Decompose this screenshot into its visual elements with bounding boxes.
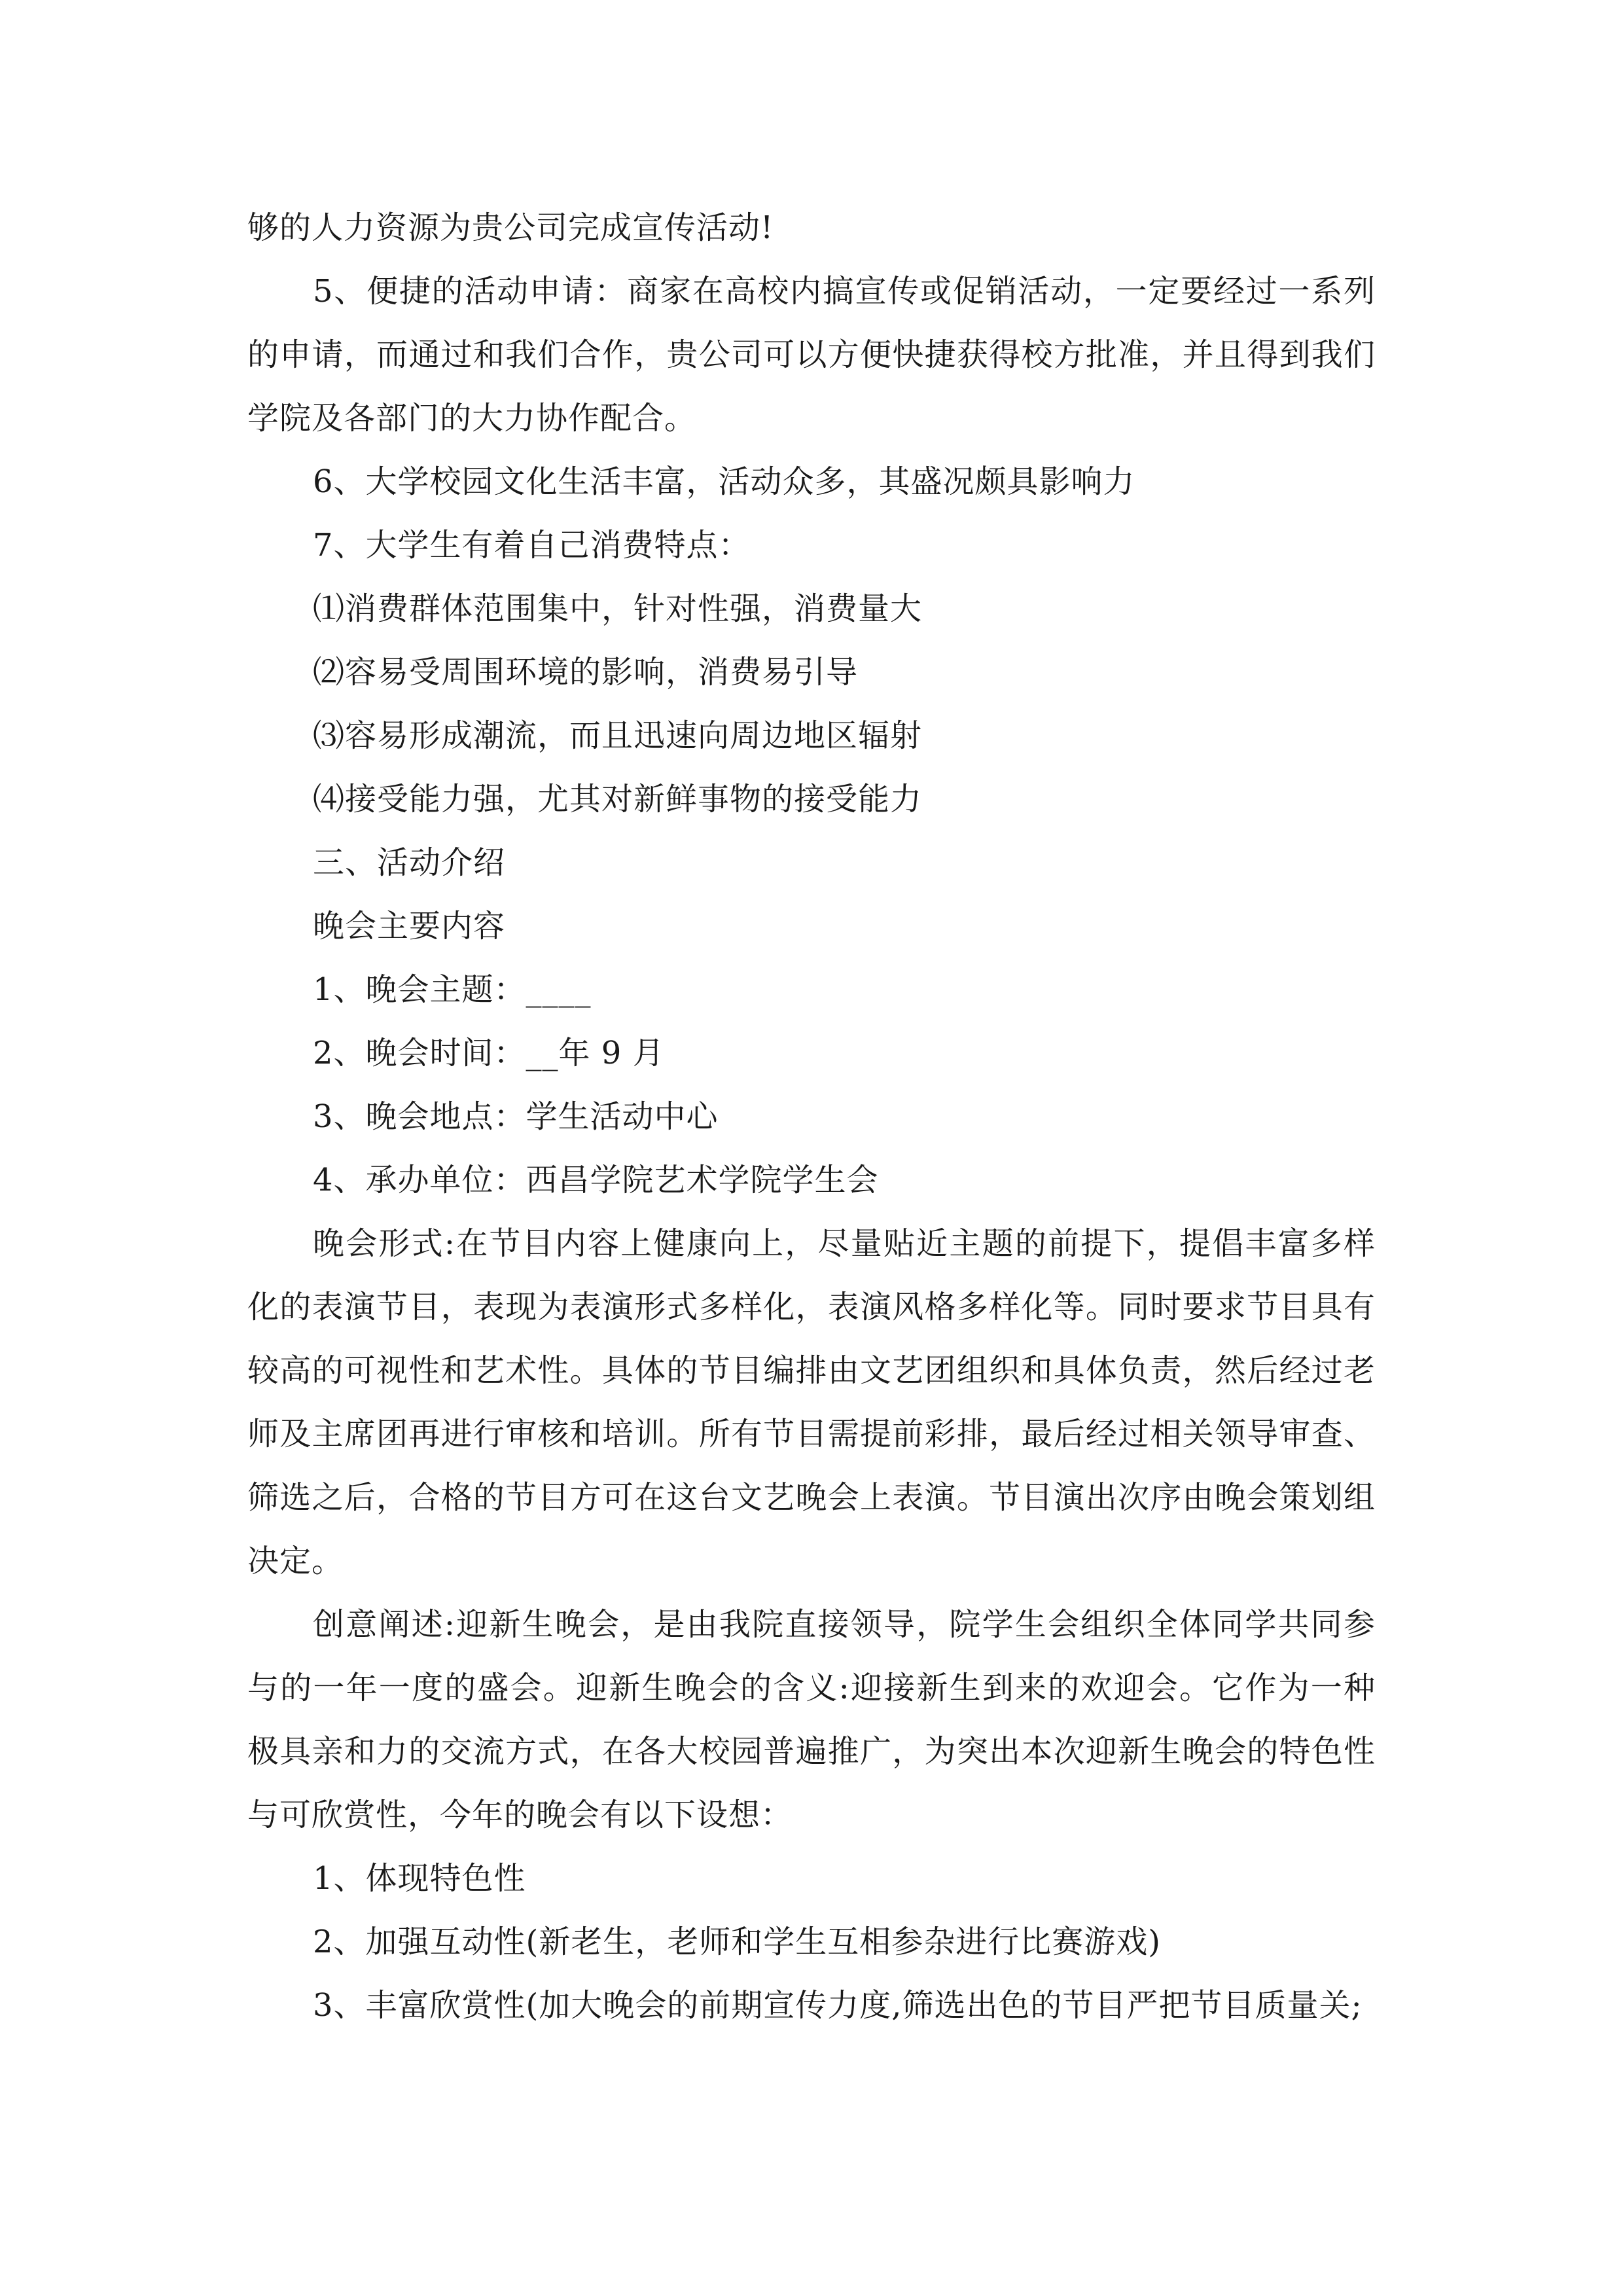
paragraph-1: 够的人力资源为贵公司完成宣传活动! [247,209,774,246]
paragraph-11: 1、晚会主题：____ [313,971,592,1008]
paragraph-13: 3、晚会地点：学生活动中心 [313,1098,719,1135]
paragraph-7: ⑶容易形成潮流，而且迅速向周边地区辐射 [313,717,923,754]
paragraph-17: 1、体现特色性 [313,1860,526,1897]
document-body [247,196,1376,2037]
paragraph-16: 创意阐述:迎新生晚会，是由我院直接领导，院学生会组织全体同学共同参与的一年一度的盛会。迎新生晚会的含义:迎接新生到来的欢迎会。它作为一种极具亲和力的交流方式，在各大校园普遍推广，为突出本次迎新生晚会的特色性与可欣赏性，今年的晚会有以下设想： [247,1606,1376,1833]
paragraph-19: 3、丰富欣赏性(加大晚会的前期宣传力度,筛选出色的节目严把节目质量关; [313,1987,1363,2024]
paragraph-12: 2、晚会时间：__年 9 月 [313,1035,665,1071]
paragraph-5: ⑴消费群体范围集中，针对性强，消费量大 [313,590,923,627]
subsection-heading: 晚会主要内容 [313,908,506,944]
paragraph-6: ⑵容易受周围环境的影响，消费易引导 [313,654,859,691]
paragraph-8: ⑷接受能力强，尤其对新鲜事物的接受能力 [313,781,923,817]
paragraph-15: 晚会形式:在节目内容上健康向上，尽量贴近主题的前提下，提倡丰富多样化的表演节目，表现为表演形式多样化，表演风格多样化等。同时要求节目具有较高的可视性和艺术性。具体的节目编排由文艺团组织和具体负责，然后经过老师及主席团再进行审核和培训。所有节目需提前彩排，最后经过相关领导审查、筛选之后，合格的节目方可在这台文艺晚会上表演。节目演出次序由晚会策划组决定。 [247,1225,1376,1579]
paragraph-2: 5、便捷的活动申请：商家在高校内搞宣传或促销活动，一定要经过一系列的申请，而通过和我们合作，贵公司可以方便快捷获得校方批准，并且得到我们学院及各部门的大力协作配合。 [247,273,1376,437]
paragraph-18: 2、加强互动性(新老生，老师和学生互相参杂进行比赛游戏) [313,1924,1161,1960]
paragraph-14: 4、承办单位：西昌学院艺术学院学生会 [313,1162,879,1198]
section-heading: 三、活动介绍 [313,844,506,881]
paragraph-4: 7、大学生有着自己消费特点： [313,527,751,564]
paragraph-3: 6、大学校园文化生活丰富，活动众多，其盛况颇具影响力 [313,463,1135,500]
